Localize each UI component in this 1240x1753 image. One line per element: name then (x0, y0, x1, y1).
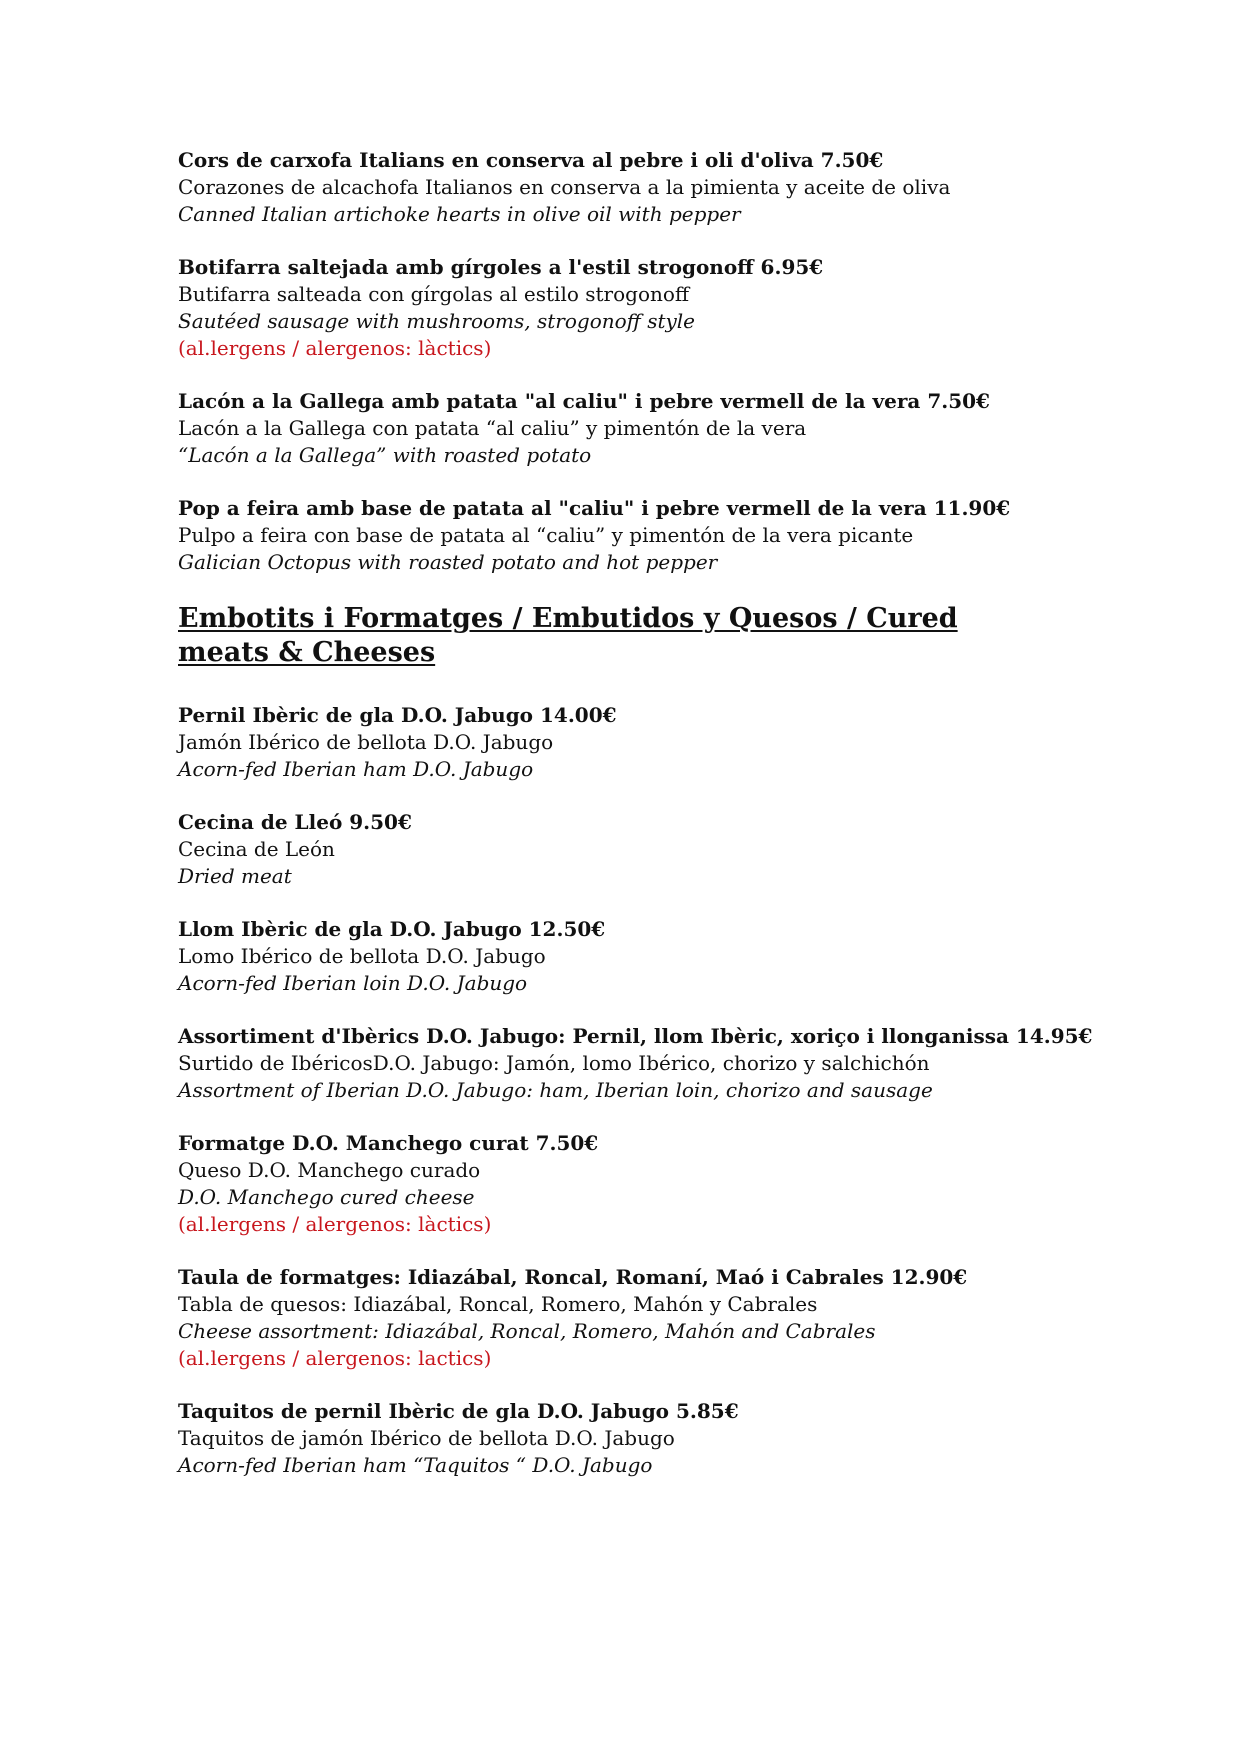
item-description-es: Tabla de quesos: Idiazábal, Roncal, Romero, Mahón y Cabrales (178, 1292, 818, 1316)
item-title: Botifarra saltejada amb gírgoles a l'estil strogonoff 6.95€ (178, 255, 824, 279)
menu-item (178, 809, 1078, 890)
menu-item (178, 916, 1078, 997)
menu-page (178, 147, 1093, 1505)
item-description-es: Pulpo a feira con base de patata al “caliu” y pimentón de la vera picante (178, 523, 914, 547)
item-description-en: Acorn-fed Iberian ham “Taquitos “ D.O. Jabugo (178, 1453, 653, 1477)
item-title: Formatge D.O. Manchego curat 7.50€ (178, 1131, 599, 1155)
item-description-es: Surtido de IbéricosD.O. Jabugo: Jamón, lomo Ibérico, chorizo y salchichón (178, 1051, 930, 1075)
menu-item (178, 147, 1078, 228)
item-description-es: Corazones de alcachofa Italianos en conserva a la pimienta y aceite de oliva (178, 175, 951, 199)
item-allergens: (al.lergens / alergenos: làctics) (178, 336, 492, 360)
item-title: Pop a feira amb base de patata al "caliu" i pebre vermell de la vera 11.90€ (178, 496, 1011, 520)
menu-item (178, 254, 1078, 362)
item-description-es: Queso D.O. Manchego curado (178, 1158, 481, 1182)
menu-item (178, 495, 1078, 576)
item-title: Pernil Ibèric de gla D.O. Jabugo 14.00€ (178, 703, 617, 727)
menu-item (178, 1398, 1078, 1479)
menu-item (178, 1023, 1093, 1104)
item-description-en: “Lacón a la Gallega” with roasted potato (178, 443, 592, 467)
item-description-es: Lacón a la Gallega con patata “al caliu” y pimentón de la vera (178, 416, 807, 440)
item-title: Taula de formatges: Idiazábal, Roncal, Romaní, Maó i Cabrales 12.90€ (178, 1265, 968, 1289)
item-description-en: D.O. Manchego cured cheese (178, 1185, 475, 1209)
item-allergens: (al.lergens / alergenos: lactics) (178, 1346, 492, 1370)
item-allergens: (al.lergens / alergenos: làctics) (178, 1212, 492, 1236)
item-description-en: Acorn-fed Iberian loin D.O. Jabugo (178, 971, 528, 995)
menu-item (178, 1264, 1078, 1372)
item-description-en: Acorn-fed Iberian ham D.O. Jabugo (178, 757, 534, 781)
item-description-en: Galician Octopus with roasted potato and hot pepper (178, 550, 718, 574)
item-title: Llom Ibèric de gla D.O. Jabugo 12.50€ (178, 917, 606, 941)
item-description-en: Cheese assortment: Idiazábal, Roncal, Romero, Mahón and Cabrales (178, 1319, 876, 1343)
item-title: Assortiment d'Ibèrics D.O. Jabugo: Pernil, llom Ibèric, xoriço i llonganissa 14.95€ (178, 1024, 1093, 1048)
item-description-en: Canned Italian artichoke hearts in olive oil with pepper (178, 202, 741, 226)
item-title: Taquitos de pernil Ibèric de gla D.O. Jabugo 5.85€ (178, 1399, 739, 1423)
item-title: Lacón a la Gallega amb patata "al caliu" i pebre vermell de la vera 7.50€ (178, 389, 990, 413)
section-heading: Embotits i Formatges / Embutidos y Quesos / Cured meats & Cheeses (178, 603, 958, 668)
item-description-es: Butifarra salteada con gírgolas al estilo strogonoff (178, 282, 690, 306)
item-description-en: Dried meat (178, 864, 292, 888)
item-description-en: Sautéed sausage with mushrooms, strogonoff style (178, 309, 696, 333)
item-description-es: Taquitos de jamón Ibérico de bellota D.O. Jabugo (178, 1426, 675, 1450)
item-description-es: Cecina de León (178, 837, 335, 861)
item-description-es: Jamón Ibérico de bellota D.O. Jabugo (178, 730, 554, 754)
menu-item (178, 702, 1078, 783)
menu-item (178, 388, 1078, 469)
menu-item (178, 1130, 1078, 1238)
item-description-en: Assortment of Iberian D.O. Jabugo: ham, Iberian loin, chorizo and sausage (178, 1078, 933, 1102)
item-description-es: Lomo Ibérico de bellota D.O. Jabugo (178, 944, 546, 968)
item-title: Cors de carxofa Italians en conserva al pebre i oli d'oliva 7.50€ (178, 148, 884, 172)
item-title: Cecina de Lleó 9.50€ (178, 810, 412, 834)
